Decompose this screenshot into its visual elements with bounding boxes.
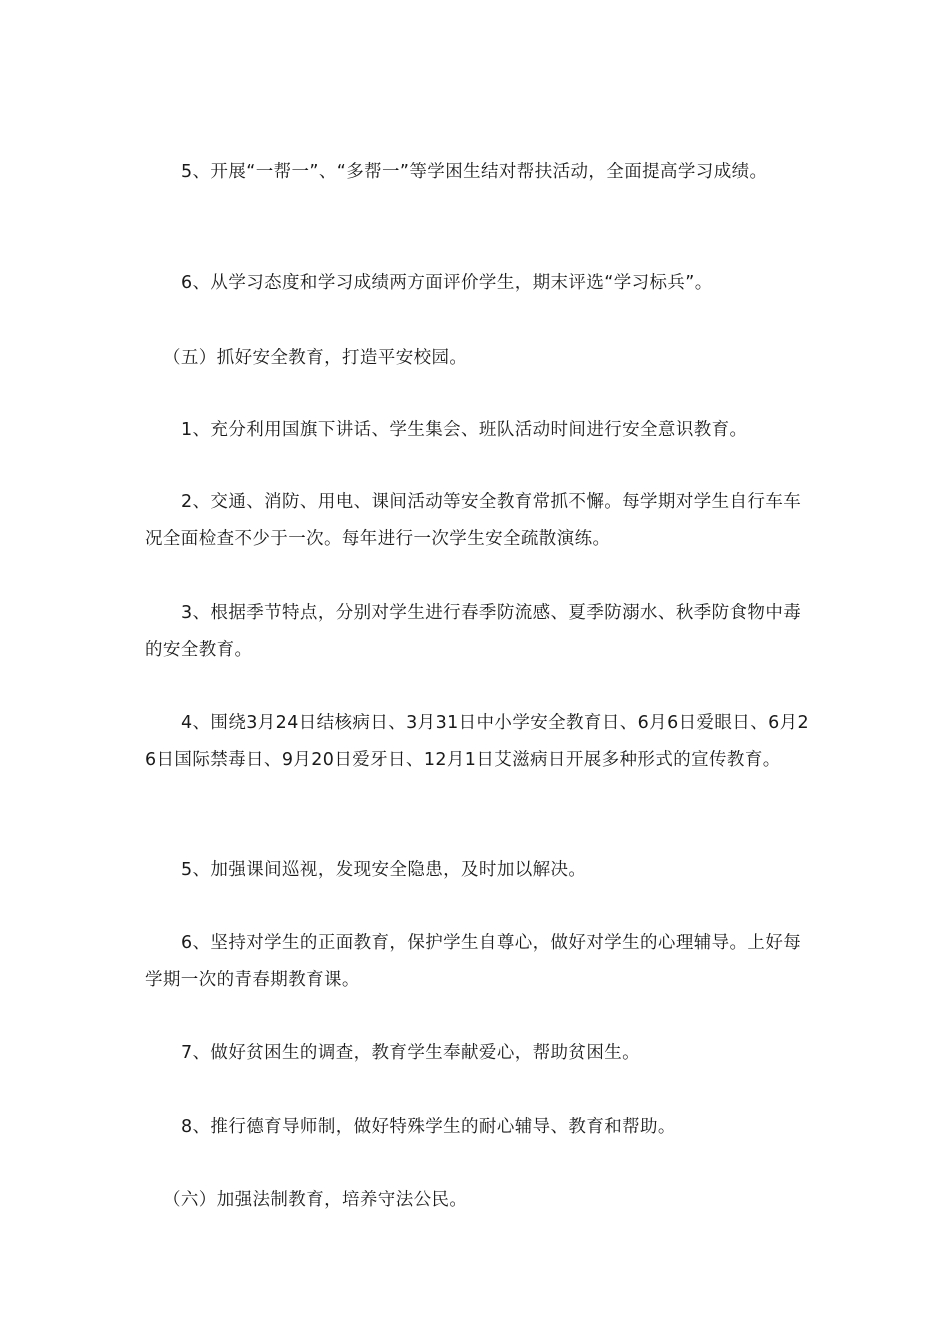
section-heading-six: （六）加强法制教育，培养守法公民。 (163, 1190, 468, 1210)
paragraph-item-5-tutoring: 5、开展“一帮一”、“多帮一”等学困生结对帮扶活动，全面提高学习成绩。 (181, 162, 768, 182)
paragraph-safety-7: 7、做好贫困生的调查，教育学生奉献爱心，帮助贫困生。 (181, 1043, 641, 1063)
section-heading-five: （五）抓好安全教育，打造平安校园。 (163, 348, 468, 368)
paragraph-safety-4: 4、围绕3月24日结核病日、3月31日中小学安全教育日、6月6日爱眼日、6月26日国际禁毒日、9月20日爱牙日、12月1日艾滋病日开展多种形式的宣传教育。 (145, 713, 810, 770)
paragraph-safety-3: 3、根据季节特点，分别对学生进行春季防流感、夏季防溺水、秋季防食物中毒的安全教育。 (145, 603, 802, 660)
paragraph-safety-5: 5、加强课间巡视，发现安全隐患，及时加以解决。 (181, 860, 587, 880)
paragraph-safety-1: 1、充分利用国旗下讲话、学生集会、班队活动时间进行安全意识教育。 (181, 420, 748, 440)
paragraph-safety-6: 6、坚持对学生的正面教育，保护学生自尊心，做好对学生的心理辅导。上好每学期一次的青春期教育课。 (145, 933, 802, 990)
paragraph-safety-8: 8、推行德育导师制，做好特殊学生的耐心辅导、教育和帮助。 (181, 1117, 676, 1137)
paragraph-safety-2: 2、交通、消防、用电、课间活动等安全教育常抓不懈。每学期对学生自行车车况全面检查不少于一次。每年进行一次学生安全疏散演练。 (145, 492, 802, 549)
paragraph-item-6-evaluation: 6、从学习态度和学习成绩两方面评价学生，期末评选“学习标兵”。 (181, 273, 713, 293)
